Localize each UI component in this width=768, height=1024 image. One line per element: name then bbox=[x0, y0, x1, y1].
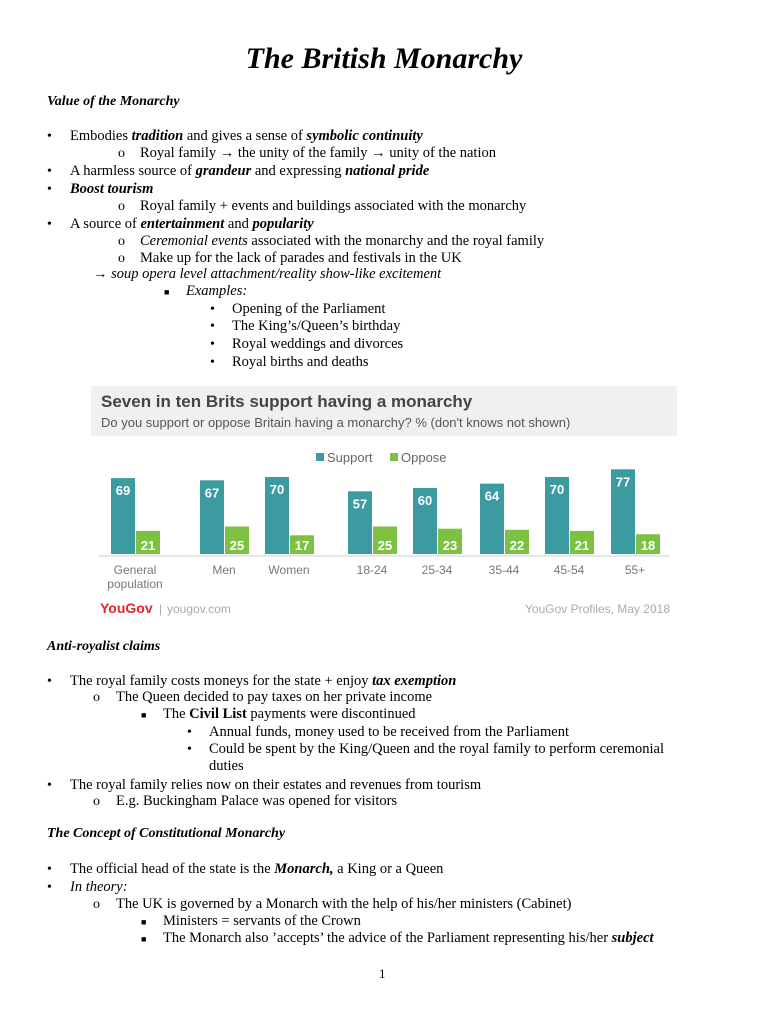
list-item: Royal weddings and divorces bbox=[232, 336, 404, 352]
square-bullet-icon: ■ bbox=[141, 917, 147, 927]
list-item: Boost tourism bbox=[70, 181, 154, 197]
list-item: Royal family → the unity of the family → unity of the nation bbox=[140, 145, 496, 161]
page-number: 1 bbox=[379, 966, 386, 981]
support-value-label: 70 bbox=[549, 482, 565, 497]
list-item: Royal family + events and buildings associated with the monarchy bbox=[140, 198, 527, 214]
chart-brand-separator: | bbox=[159, 602, 163, 616]
list-item: A source of entertainment and popularity bbox=[70, 216, 314, 232]
category-label: General population bbox=[107, 563, 163, 591]
circle-bullet-icon: o bbox=[118, 199, 125, 214]
list-item: The royal family costs moneys for the state + enjoy tax exemption bbox=[70, 673, 457, 689]
oppose-value-label: 25 bbox=[229, 538, 245, 553]
bullet-icon: • bbox=[210, 355, 215, 370]
section-heading-anti-royalist: Anti-royalist claims bbox=[47, 639, 161, 654]
category-label: Men bbox=[212, 563, 236, 577]
support-value-label: 60 bbox=[417, 493, 433, 508]
chart-legend bbox=[316, 450, 447, 465]
section-heading-value: Value of the Monarchy bbox=[47, 94, 180, 109]
bullet-icon: • bbox=[187, 742, 192, 757]
chart-bars bbox=[111, 469, 660, 554]
list-item: The King’s/Queen’s birthday bbox=[232, 318, 401, 334]
support-value-label: 64 bbox=[484, 488, 500, 504]
category-label: 25-34 bbox=[421, 563, 453, 577]
list-item: Examples: bbox=[186, 283, 248, 299]
legend-support-label: Support bbox=[327, 450, 373, 465]
category-label: 55+ bbox=[624, 563, 646, 577]
circle-bullet-icon: o bbox=[118, 146, 125, 161]
chart-category-labels bbox=[107, 563, 645, 591]
list-item: Opening of the Parliament bbox=[232, 301, 386, 317]
list-item: The Queen decided to pay taxes on her private income bbox=[116, 689, 433, 705]
category-label: 18-24 bbox=[356, 563, 388, 577]
legend-oppose-swatch bbox=[390, 453, 398, 461]
list-item: → soup opera level attachment/reality show-like excitement bbox=[93, 266, 442, 282]
bullet-icon: • bbox=[47, 674, 52, 689]
yougov-chart bbox=[91, 386, 677, 626]
support-value-label: 69 bbox=[115, 483, 131, 499]
list-item: Make up for the lack of parades and festivals in the UK bbox=[140, 250, 462, 266]
bullet-icon: • bbox=[210, 337, 215, 352]
bullet-icon: • bbox=[47, 217, 52, 232]
legend-support-swatch bbox=[316, 453, 324, 461]
oppose-value-label: 21 bbox=[574, 538, 590, 553]
chart-source: YouGov Profiles, May 2018 bbox=[525, 602, 670, 616]
section-heading-constitutional: The Concept of Constitutional Monarchy bbox=[47, 826, 286, 841]
bullet-icon: • bbox=[47, 164, 52, 179]
oppose-value-label: 25 bbox=[377, 538, 393, 553]
category-label: Women bbox=[268, 563, 310, 577]
category-label: 35-44 bbox=[488, 563, 520, 577]
circle-bullet-icon: o bbox=[93, 690, 100, 705]
list-item: A harmless source of grandeur and expressing national pride bbox=[70, 163, 430, 179]
list-item: E.g. Buckingham Palace was opened for visitors bbox=[116, 793, 398, 809]
oppose-value-label: 22 bbox=[509, 538, 525, 553]
bullet-icon: • bbox=[47, 129, 52, 144]
square-bullet-icon: ■ bbox=[164, 287, 170, 297]
list-item: The royal family relies now on their estates and revenues from tourism bbox=[70, 777, 482, 793]
bullet-icon: • bbox=[187, 725, 192, 740]
bullet-icon: • bbox=[47, 182, 52, 197]
chart-title: Seven in ten Brits support having a monarchy bbox=[101, 392, 473, 411]
list-item: Embodies tradition and gives a sense of symbolic continuity bbox=[70, 128, 423, 144]
chart-subtitle: Do you support or oppose Britain having a monarchy? % (don't knows not shown) bbox=[101, 415, 571, 430]
oppose-value-label: 18 bbox=[640, 538, 656, 553]
list-item: Annual funds, money used to be received from the Parliament bbox=[209, 724, 569, 740]
list-item: The Monarch also ’accepts’ the advice of the Parliament representing his/her subject bbox=[163, 930, 654, 946]
bullet-icon: • bbox=[47, 862, 52, 877]
support-value-label: 57 bbox=[352, 496, 368, 512]
circle-bullet-icon: o bbox=[93, 897, 100, 912]
page-title: The British Monarchy bbox=[245, 42, 523, 75]
list-item: In theory: bbox=[70, 879, 128, 895]
list-item: The official head of the state is the Monarch, a King or a Queen bbox=[70, 861, 444, 877]
list-item: Ceremonial events associated with the monarchy and the royal family bbox=[140, 233, 545, 249]
oppose-value-label: 21 bbox=[140, 538, 156, 553]
category-label: 45-54 bbox=[553, 563, 585, 577]
bullet-icon: • bbox=[47, 778, 52, 793]
support-value-label: 77 bbox=[615, 474, 631, 490]
square-bullet-icon: ■ bbox=[141, 710, 147, 720]
bullet-icon: • bbox=[47, 880, 52, 895]
circle-bullet-icon: o bbox=[118, 251, 125, 266]
oppose-value-label: 23 bbox=[442, 538, 458, 553]
support-value-label: 67 bbox=[204, 485, 220, 501]
bullet-icon: • bbox=[210, 302, 215, 317]
oppose-value-label: 17 bbox=[294, 538, 310, 553]
circle-bullet-icon: o bbox=[93, 794, 100, 809]
support-value-label: 70 bbox=[269, 482, 285, 497]
list-item: The Civil List payments were discontinued bbox=[163, 706, 416, 722]
bullet-icon: • bbox=[210, 319, 215, 334]
square-bullet-icon: ■ bbox=[141, 934, 147, 944]
list-item: Ministers = servants of the Crown bbox=[163, 913, 361, 929]
yougov-url: yougov.com bbox=[167, 602, 231, 616]
circle-bullet-icon: o bbox=[118, 234, 125, 249]
list-item-continuation: duties bbox=[209, 758, 244, 774]
legend-oppose-label: Oppose bbox=[401, 450, 447, 465]
list-item: Could be spent by the King/Queen and the royal family to perform ceremonial bbox=[209, 741, 665, 757]
list-item: Royal births and deaths bbox=[232, 354, 369, 370]
yougov-logo: YouGov bbox=[100, 600, 153, 616]
list-item: The UK is governed by a Monarch with the help of his/her ministers (Cabinet) bbox=[116, 896, 572, 912]
